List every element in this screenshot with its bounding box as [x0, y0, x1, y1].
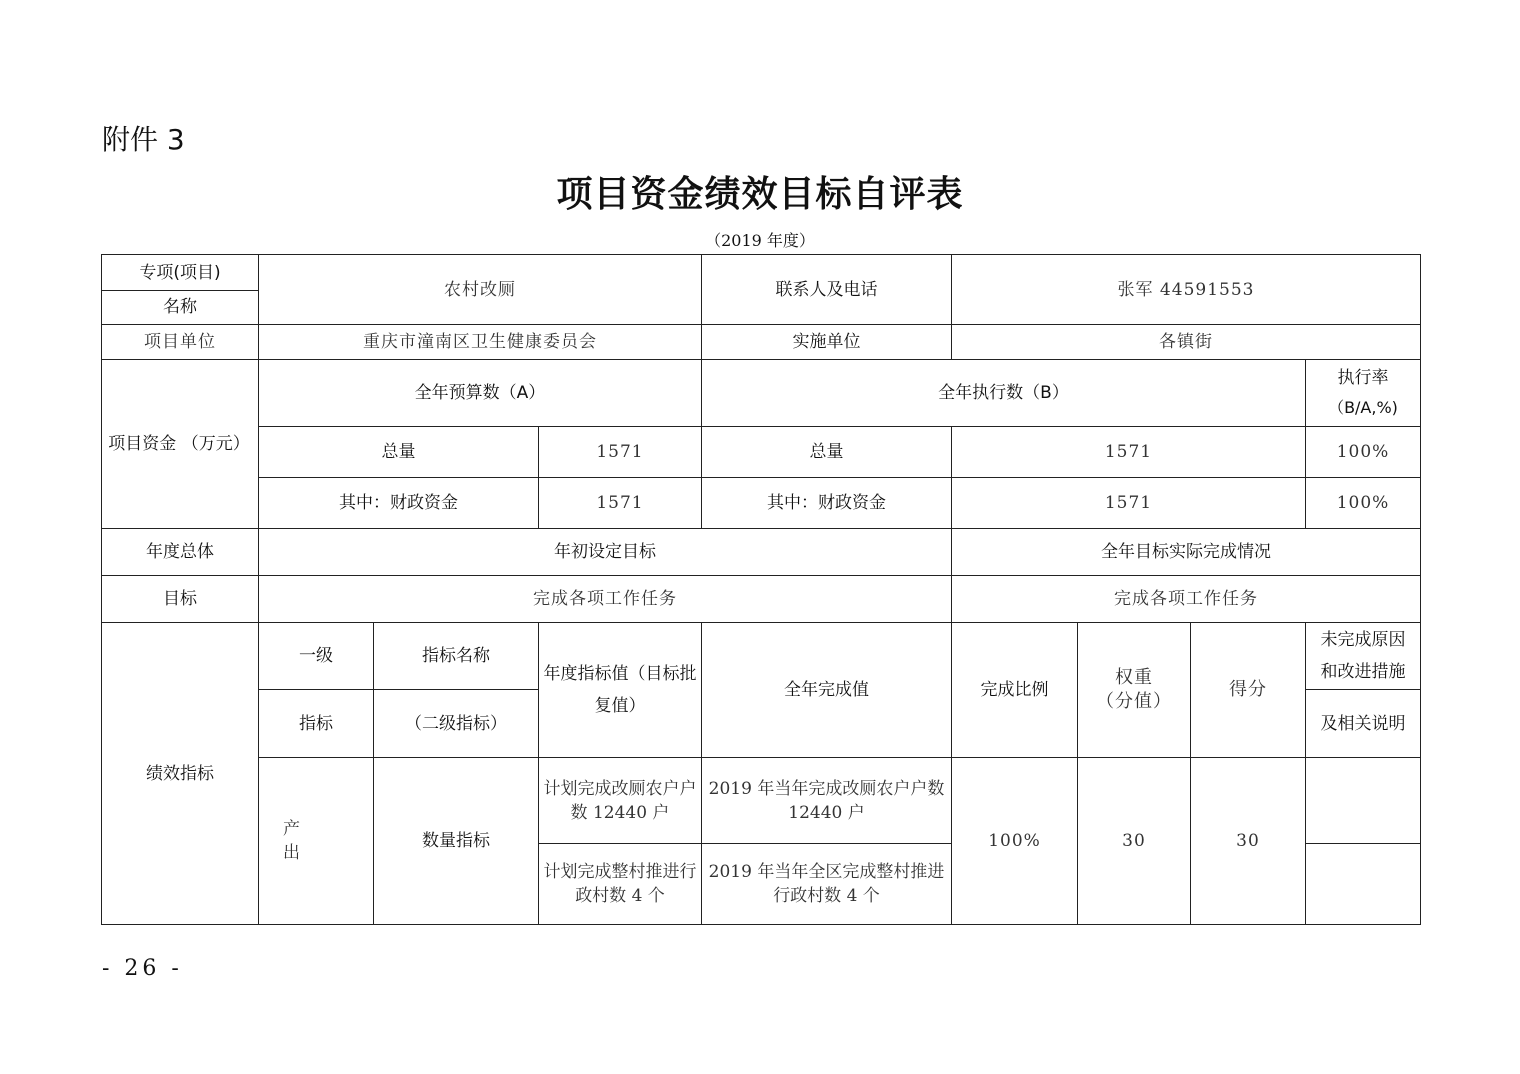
actual-value-2: 2019 年当年全区完成整村推进行政村数 4 个	[702, 844, 952, 925]
ratio-value: 100%	[952, 758, 1078, 925]
contact-value: 张军 44591553	[952, 255, 1421, 325]
score-value: 30	[1191, 758, 1306, 925]
goal-actual-label: 全年目标实际完成情况	[952, 529, 1421, 576]
col-weight-cell	[1078, 623, 1191, 758]
goal-initial-label: 年初设定目标	[259, 529, 952, 576]
col-weight-line1: 权重	[1115, 667, 1153, 688]
reason-value-1	[1306, 758, 1421, 844]
target-value-1: 计划完成改厕农户户数 12440 户	[539, 758, 702, 844]
page-number: - 26 -	[102, 956, 183, 981]
page-title: 项目资金绩效目标自评表	[556, 173, 964, 215]
col-level1-line2: 指标	[259, 690, 374, 758]
col-name-line1: 指标名称	[374, 623, 539, 690]
attachment-label: 附件 3	[102, 123, 185, 156]
rate-label-cell	[1306, 360, 1421, 427]
level2-quantity: 数量指标	[374, 758, 539, 925]
fiscal-budget-label: 其中：财政资金	[259, 478, 539, 529]
exec-label: 全年执行数（B）	[702, 360, 1306, 427]
goal-label-line1: 年度总体	[102, 529, 259, 576]
project-name-label-line2: 名称	[163, 296, 197, 317]
goal-actual-value: 完成各项工作任务	[952, 576, 1421, 623]
impl-unit-label: 实施单位	[702, 325, 952, 360]
level1-output: 产出	[259, 758, 374, 925]
total-exec-label: 总量	[702, 427, 952, 478]
col-target: 年度指标值（目标批复值）	[539, 623, 702, 758]
evaluation-table	[101, 254, 1421, 925]
reason-value-2	[1306, 844, 1421, 925]
col-score: 得分	[1191, 623, 1306, 758]
total-exec-value: 1571	[952, 427, 1306, 478]
col-name-line2: （二级指标）	[374, 690, 539, 758]
project-unit-value: 重庆市潼南区卫生健康委员会	[259, 325, 702, 360]
project-name-label-cell	[102, 255, 259, 325]
rate-label-line2: （B/A,%)	[1328, 398, 1398, 417]
project-name-value: 农村改厕	[259, 255, 702, 325]
col-level1-line1: 一级	[259, 623, 374, 690]
goal-initial-value: 完成各项工作任务	[259, 576, 952, 623]
col-reason-line1: 未完成原因	[1320, 630, 1406, 650]
col-ratio: 完成比例	[952, 623, 1078, 758]
budget-label: 全年预算数（A）	[259, 360, 702, 427]
target-value-2: 计划完成整村推进行政村数 4 个	[539, 844, 702, 925]
impl-unit-value: 各镇街	[952, 325, 1421, 360]
project-name-label-line1: 专项(项目)	[102, 256, 258, 291]
fiscal-exec-label: 其中：财政资金	[702, 478, 952, 529]
actual-value-1: 2019 年当年完成改厕农户户数 12440 户	[702, 758, 952, 844]
indicators-section-label: 绩效指标	[102, 623, 259, 925]
year-subtitle: （2019 年度）	[705, 231, 815, 250]
weight-value: 30	[1078, 758, 1191, 925]
funds-label: 项目资金 （万元）	[102, 360, 259, 529]
project-unit-label: 项目单位	[102, 325, 259, 360]
total-rate-value: 100%	[1306, 427, 1421, 478]
fiscal-exec-value: 1571	[952, 478, 1306, 529]
total-budget-value: 1571	[539, 427, 702, 478]
col-reason-line2: 和改进措施	[1320, 662, 1406, 682]
col-actual: 全年完成值	[702, 623, 952, 758]
col-reason-line3: 及相关说明	[1306, 690, 1421, 758]
col-reason-cell	[1306, 623, 1421, 690]
fiscal-budget-value: 1571	[539, 478, 702, 529]
rate-label-line1: 执行率	[1337, 368, 1389, 388]
total-budget-label: 总量	[259, 427, 539, 478]
goal-label-line2: 目标	[102, 576, 259, 623]
col-weight-line2: （分值）	[1096, 691, 1172, 712]
fiscal-rate-value: 100%	[1306, 478, 1421, 529]
contact-label: 联系人及电话	[702, 255, 952, 325]
